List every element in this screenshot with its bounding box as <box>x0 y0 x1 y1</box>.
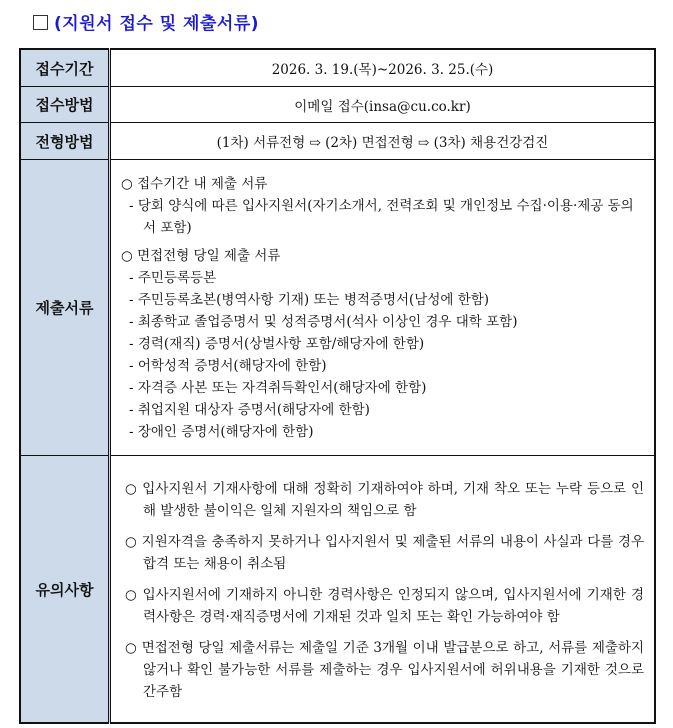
section-title <box>33 9 259 34</box>
documents-group2-heading: ○ 면접전형 당일 제출 서류 <box>121 247 281 264</box>
documents-group2-item: - 취업지원 대상자 증명서(해당자에 한함) <box>129 401 370 418</box>
section-title-text: (지원서 접수 및 제출서류) <box>54 14 260 34</box>
documents-group1-item: - 당회 양식에 따른 입사지원서(자기소개서, 전력조회 및 개인정보 수집·이용·제공 동의서 포함) <box>129 197 634 236</box>
row-documents <box>20 160 655 456</box>
note-item: ○ 입사지원서에 기재하지 아니한 경력사항은 인정되지 않으며, 입사지원서에 기재한 경력사항은 경력·재직증명서에 기재된 것과 일치 또는 확인 가능하여야 함 <box>125 586 644 625</box>
application-info-table <box>19 48 656 724</box>
checkbox-icon <box>33 15 48 30</box>
documents-group1-heading: ○ 접수기간 내 제출 서류 <box>121 175 268 192</box>
note-item: ○ 지원자격을 충족하지 못하거나 입사지원서 및 제출된 서류의 내용이 사실과 다를 경우 합격 또는 채용이 취소됨 <box>125 533 644 572</box>
label-notes: 유의사항 <box>20 456 110 724</box>
row-process <box>20 123 655 160</box>
label-documents: 제출서류 <box>20 160 110 456</box>
documents-content <box>110 160 656 456</box>
documents-group2-item: - 최종학교 졸업증명서 및 성적증명서(석사 이상인 경우 대학 포함) <box>129 313 518 330</box>
documents-group2-item: - 장애인 증명서(해당자에 한함) <box>129 423 314 440</box>
notes-content <box>110 456 656 724</box>
value-period: 2026. 3. 19.(목)~2026. 3. 25.(수) <box>110 49 656 87</box>
label-process: 전형방법 <box>20 123 110 160</box>
label-period: 접수기간 <box>20 49 110 87</box>
value-process: (1차) 서류전형 ⇨ (2차) 면접전형 ⇨ (3차) 채용건강검진 <box>110 123 656 160</box>
note-item: ○ 입사지원서 기재사항에 대해 정확히 기재하여야 하며, 기재 착오 또는 누락 등으로 인해 발생한 불이익은 일체 지원자의 책임으로 함 <box>125 480 644 519</box>
documents-group2-item: - 주민등록초본(병역사항 기재) 또는 병적증명서(남성에 한함) <box>129 291 490 308</box>
row-method <box>20 87 655 123</box>
documents-group2-item: - 주민등록등본 <box>129 269 217 286</box>
documents-group2-item: - 자격증 사본 또는 자격취득확인서(해당자에 한함) <box>129 379 427 396</box>
row-notes <box>20 456 655 724</box>
documents-group2-item: - 어학성적 증명서(해당자에 한함) <box>129 357 327 374</box>
row-period <box>20 49 655 87</box>
label-method: 접수방법 <box>20 87 110 123</box>
value-method: 이메일 접수(insa@cu.co.kr) <box>110 87 656 123</box>
documents-group2-item: - 경력(재직) 증명서(상벌사항 포함/해당자에 한함) <box>129 335 425 352</box>
note-item: ○ 면접전형 당일 제출서류는 제출일 기준 3개월 이내 발급분으로 하고, 서류를 제출하지 않거나 확인 불가능한 서류를 제출하는 경우 입사지원서에 허위내용을 기재한 것으로 간주함 <box>125 639 644 700</box>
